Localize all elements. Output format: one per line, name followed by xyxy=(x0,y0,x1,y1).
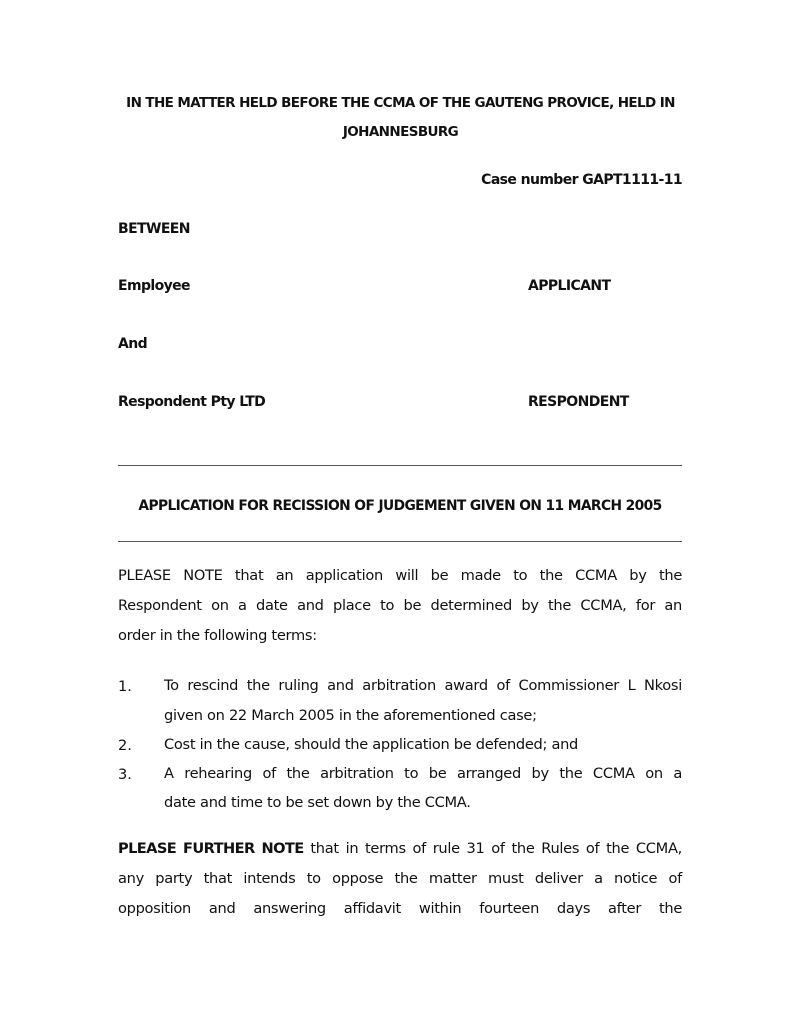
notice-line-2: Respondent on a date and place to be determined by the CCMA, for an xyxy=(118,597,682,614)
term-3-line-1: A rehearing of the arbitration to be arranged by the CCMA on a xyxy=(164,765,682,782)
between-label: BETWEEN xyxy=(118,221,190,237)
term-2-number: 2. xyxy=(118,737,132,754)
divider-top xyxy=(118,465,682,466)
case-number: Case number GAPT1111-11 xyxy=(481,172,682,188)
further-note-lead: PLEASE FURTHER NOTE xyxy=(118,840,304,857)
application-title: APPLICATION FOR RECISSION OF JUDGEMENT GIVEN ON 11 MARCH 2005 xyxy=(138,498,662,514)
party-2-name: Respondent Pty LTD xyxy=(118,394,266,410)
further-note-line-1 xyxy=(118,834,682,864)
term-1-line-1: To rescind the ruling and arbitration award of Commissioner L Nkosi xyxy=(164,677,682,694)
further-note-line-3: opposition and answering affidavit within fourteen days after the xyxy=(118,900,682,917)
party-1-role: APPLICANT xyxy=(528,278,611,294)
heading-line-1: IN THE MATTER HELD BEFORE THE CCMA OF THE GAUTENG PROVICE, HELD IN xyxy=(126,95,675,111)
heading-line-2: JOHANNESBURG xyxy=(342,124,459,140)
party-2-role: RESPONDENT xyxy=(528,394,629,410)
term-1-line-2: given on 22 March 2005 in the aforementioned case; xyxy=(164,707,537,724)
party-1-name: Employee xyxy=(118,278,190,294)
divider-bottom xyxy=(118,541,682,542)
term-3-line-2: date and time to be set down by the CCMA. xyxy=(164,794,471,811)
further-note-line-1-text: that in terms of rule 31 of the Rules of the CCMA, xyxy=(303,840,682,857)
and-label: And xyxy=(118,336,148,352)
term-2-line-1: Cost in the cause, should the application be defended; and xyxy=(164,736,579,753)
term-3-number: 3. xyxy=(118,766,132,783)
notice-line-1: PLEASE NOTE that an application will be made to the CCMA by the xyxy=(118,567,682,584)
term-1-number: 1. xyxy=(118,678,132,695)
notice-line-3: order in the following terms: xyxy=(118,627,317,644)
further-note-line-2: any party that intends to oppose the matter must deliver a notice of xyxy=(118,870,682,887)
